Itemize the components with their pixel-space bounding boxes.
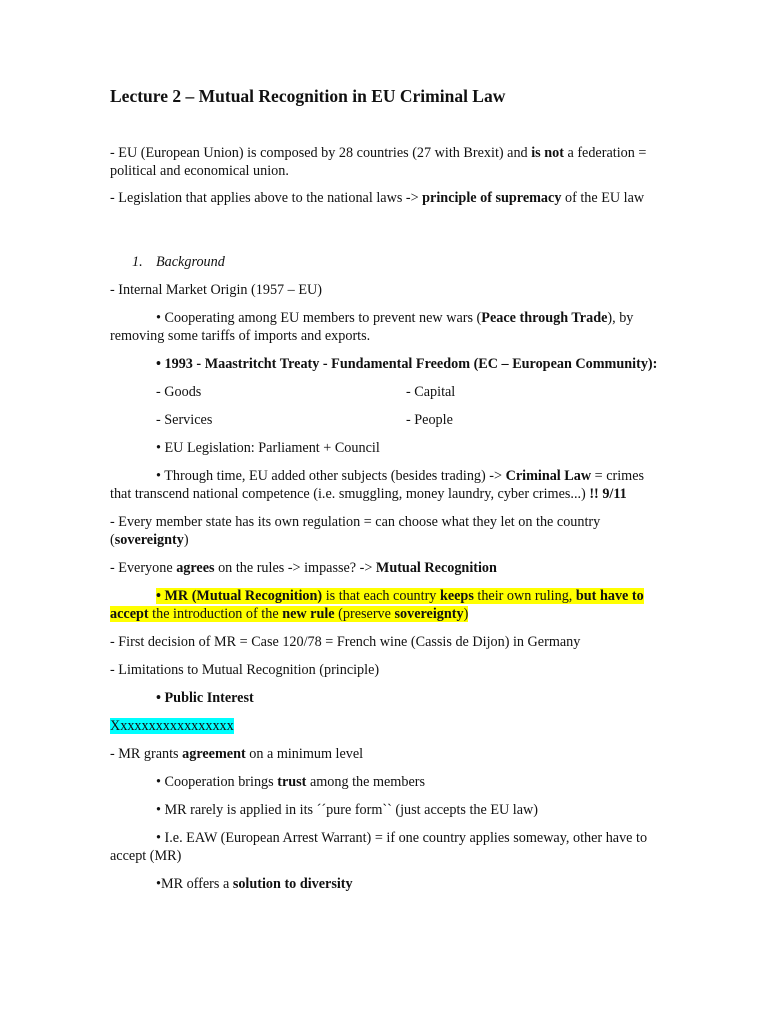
maastricht-bullet: [110, 355, 658, 373]
text-run: - Legislation that applies above to the national laws ->: [110, 190, 423, 206]
text-run: a federation = political and economical union.: [110, 145, 647, 179]
text-run: - MR grants: [110, 746, 183, 762]
legislation-bullet: • EU Legislation: Parliament + Council: [156, 440, 380, 456]
text-run: the introduction of the: [148, 606, 283, 622]
bold-run: • 1993 - Maastritcht Treaty - Fundamental Freedom (EC – European Community):: [156, 356, 658, 372]
bold-run: Mutual Recognition: [375, 560, 497, 576]
text-run: on a minimum level: [245, 746, 364, 762]
text-run: • Through time, EU added other subjects (besides trading) ->: [156, 468, 506, 484]
bold-run: sovereignty: [394, 606, 464, 622]
rarely-bullet: • MR rarely is applied in its ´´pure form`` (just accepts the EU law): [156, 802, 539, 818]
bold-run: • MR (Mutual Recognition): [156, 588, 323, 604]
section-title: Background: [156, 254, 225, 270]
bold-run: is not: [531, 145, 564, 161]
text-run: • Cooperating among EU members to prevent new wars (: [156, 310, 482, 326]
through-time-bullet: [110, 467, 658, 503]
text-run: - EU (European Union) is composed by 28 countries (27 with Brexit) and: [110, 145, 532, 161]
text-run: ), by removing some tariffs of imports and exports.: [110, 310, 634, 344]
bold-run: Criminal Law: [505, 468, 592, 484]
bold-run: keeps: [439, 588, 474, 604]
intro-paragraph-2: [110, 189, 658, 207]
bold-run: solution to diversity: [232, 876, 353, 892]
intro-paragraph-1: [110, 144, 658, 180]
section-heading-background: [132, 253, 658, 271]
text-run: on the rules -> impasse? ->: [214, 560, 376, 576]
freedom-services: - Services: [156, 412, 213, 428]
text-run: - Everyone: [110, 560, 177, 576]
bold-run: agrees: [176, 560, 215, 576]
text-run: of the EU law: [561, 190, 645, 206]
mr-definition-bullet: [110, 587, 658, 623]
first-decision-line: - First decision of MR = Case 120/78 = French wine (Cassis de Dijon) in Germany: [110, 634, 581, 650]
solution-bullet: [110, 875, 658, 893]
freedom-goods: - Goods: [156, 384, 202, 400]
text-run: ): [183, 532, 189, 548]
bold-run: agreement: [182, 746, 246, 762]
bold-run: new rule: [282, 606, 335, 622]
everyone-line: [110, 559, 658, 577]
freedoms-row-1: [110, 383, 658, 401]
page-title: Lecture 2 – Mutual Recognition in EU Criminal Law: [110, 86, 506, 106]
text-run: •MR offers a: [156, 876, 233, 892]
text-run: is that each country: [322, 588, 440, 604]
highlighted-text: [110, 588, 644, 622]
freedom-people: - People: [406, 412, 453, 428]
freedoms-row-2: [110, 411, 658, 429]
member-state-line: [110, 513, 658, 549]
public-interest-bullet: [110, 689, 658, 707]
limitations-line: - Limitations to Mutual Recognition (principle): [110, 662, 380, 678]
bold-run: !! 9/11: [589, 486, 627, 502]
text-run: - Every member state has its own regulation = can choose what they let on the country (: [110, 514, 601, 548]
placeholder-line: [110, 717, 658, 735]
bold-run: • Public Interest: [156, 690, 254, 706]
freedom-capital: - Capital: [406, 384, 456, 400]
text-run: among the members: [306, 774, 425, 790]
text-run: their own ruling,: [473, 588, 576, 604]
section-number: 1.: [132, 254, 143, 270]
text-run: ): [463, 606, 469, 622]
bold-run: trust: [277, 774, 307, 790]
mr-grants-line: [110, 745, 658, 763]
bold-run: Peace through Trade: [481, 310, 608, 326]
internal-market-line: - Internal Market Origin (1957 – EU): [110, 282, 322, 298]
bold-run: sovereignty: [114, 532, 184, 548]
bold-run: principle of supremacy: [422, 190, 562, 206]
text-run: • Cooperation brings: [156, 774, 278, 790]
cooperating-bullet: [110, 309, 658, 345]
text-run: = crimes that transcend national competence (i.e. smuggling, money laundry, cyber crimes...): [110, 468, 645, 502]
eaw-bullet: • I.e. EAW (European Arrest Warrant) = if one country applies someway, other have to accept (MR): [110, 830, 648, 864]
cooperation-bullet: [110, 773, 658, 791]
text-run: (preserve: [334, 606, 395, 622]
highlighted-text: Xxxxxxxxxxxxxxxxx: [110, 718, 234, 734]
bold-run: but have to accept: [110, 588, 644, 622]
